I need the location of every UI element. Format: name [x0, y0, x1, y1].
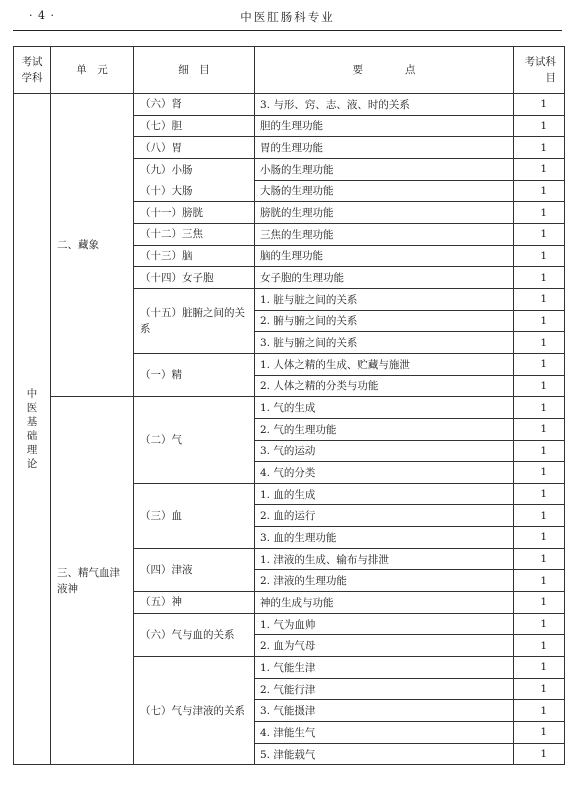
point-cell: 2. 津液的生理功能 — [255, 570, 514, 592]
exam-subject-cell: 1 — [514, 592, 565, 614]
point-cell: 女子胞的生理功能 — [255, 267, 514, 289]
exam-subject-cell: 1 — [514, 137, 565, 159]
subitem-cell: （十）大肠 — [134, 180, 255, 202]
point-cell: 5. 津能载气 — [255, 743, 514, 765]
column-header-exam-subject: 考试科目 — [514, 47, 565, 94]
page-number: · 4 · — [29, 9, 55, 22]
subitem-cell: （七）气与津液的关系 — [134, 657, 255, 765]
point-cell: 2. 腑与腑之间的关系 — [255, 310, 514, 332]
point-cell: 2. 人体之精的分类与功能 — [255, 375, 514, 397]
point-cell: 1. 人体之精的生成、贮藏与施泄 — [255, 353, 514, 375]
point-cell: 3. 与形、窍、志、液、时的关系 — [255, 94, 514, 116]
exam-subject-cell: 1 — [514, 483, 565, 505]
subitem-cell: （六）气与血的关系 — [134, 613, 255, 656]
subject-label: 中医基础理论 — [26, 387, 38, 470]
table-row — [14, 94, 565, 116]
subitem-cell: （四）津液 — [134, 548, 255, 591]
exam-subject-cell: 1 — [514, 353, 565, 375]
table-row — [14, 397, 565, 419]
subitem-cell: （八）胃 — [134, 137, 255, 159]
exam-subject-cell: 1 — [514, 700, 565, 722]
exam-subject-cell: 1 — [514, 570, 565, 592]
subitem-cell: （七）胆 — [134, 115, 255, 137]
point-cell: 2. 血为气母 — [255, 635, 514, 657]
exam-subject-cell: 1 — [514, 310, 565, 332]
point-cell: 3. 气能摄津 — [255, 700, 514, 722]
exam-subject-cell: 1 — [514, 440, 565, 462]
exam-subject-cell: 1 — [514, 180, 565, 202]
exam-subject-cell: 1 — [514, 743, 565, 765]
exam-subject-cell: 1 — [514, 462, 565, 484]
syllabus-table — [13, 46, 565, 765]
exam-subject-cell: 1 — [514, 678, 565, 700]
subitem-cell: （二）气 — [134, 397, 255, 484]
exam-subject-cell: 1 — [514, 94, 565, 116]
subitem-cell: （九）小肠 — [134, 158, 255, 180]
point-cell: 大肠的生理功能 — [255, 180, 514, 202]
exam-subject-cell: 1 — [514, 397, 565, 419]
exam-subject-cell: 1 — [514, 223, 565, 245]
exam-subject-cell: 1 — [514, 613, 565, 635]
exam-subject-cell: 1 — [514, 722, 565, 744]
exam-subject-cell: 1 — [514, 288, 565, 310]
column-header-unit: 单 元 — [51, 47, 134, 94]
point-cell: 1. 气为血帅 — [255, 613, 514, 635]
point-cell: 胃的生理功能 — [255, 137, 514, 159]
column-header-subitem: 细 目 — [134, 47, 255, 94]
subitem-cell: （十一）膀胱 — [134, 202, 255, 224]
exam-subject-cell: 1 — [514, 527, 565, 549]
point-cell: 2. 血的运行 — [255, 505, 514, 527]
point-cell: 3. 气的运动 — [255, 440, 514, 462]
exam-subject-cell: 1 — [514, 548, 565, 570]
point-cell: 三焦的生理功能 — [255, 223, 514, 245]
subitem-cell: （十五）脏腑之间的关系 — [134, 288, 255, 353]
point-cell: 2. 气能行津 — [255, 678, 514, 700]
exam-subject-cell: 1 — [514, 115, 565, 137]
table-header-row — [14, 47, 565, 94]
subitem-cell: （六）肾 — [134, 94, 255, 116]
exam-subject-cell: 1 — [514, 418, 565, 440]
subitem-cell: （五）神 — [134, 592, 255, 614]
unit-cell-jingqixuejin: 三、精气血津液神 — [51, 397, 134, 765]
point-cell: 1. 气的生成 — [255, 397, 514, 419]
book-title: 中医肛肠科专业 — [240, 10, 335, 24]
point-cell: 2. 气的生理功能 — [255, 418, 514, 440]
exam-subject-cell: 1 — [514, 657, 565, 679]
exam-subject-cell: 1 — [514, 375, 565, 397]
point-cell: 脑的生理功能 — [255, 245, 514, 267]
exam-subject-cell: 1 — [514, 202, 565, 224]
subject-cell — [14, 94, 51, 765]
point-cell: 1. 血的生成 — [255, 483, 514, 505]
point-cell: 神的生成与功能 — [255, 592, 514, 614]
point-cell: 1. 脏与脏之间的关系 — [255, 288, 514, 310]
exam-subject-cell: 1 — [514, 245, 565, 267]
subitem-cell: （十二）三焦 — [134, 223, 255, 245]
unit-cell-zangxiang: 二、藏象 — [51, 94, 134, 397]
point-cell: 1. 津液的生成、输布与排泄 — [255, 548, 514, 570]
subitem-cell: （三）血 — [134, 483, 255, 548]
point-cell: 小肠的生理功能 — [255, 158, 514, 180]
point-cell: 胆的生理功能 — [255, 115, 514, 137]
exam-subject-cell: 1 — [514, 332, 565, 354]
page-header — [13, 0, 562, 31]
point-cell: 4. 气的分类 — [255, 462, 514, 484]
subitem-cell: （十四）女子胞 — [134, 267, 255, 289]
point-cell: 膀胱的生理功能 — [255, 202, 514, 224]
point-cell: 1. 气能生津 — [255, 657, 514, 679]
subitem-cell: （十三）脑 — [134, 245, 255, 267]
point-cell: 3. 血的生理功能 — [255, 527, 514, 549]
exam-subject-cell: 1 — [514, 267, 565, 289]
exam-subject-cell: 1 — [514, 158, 565, 180]
exam-subject-cell: 1 — [514, 635, 565, 657]
point-cell: 3. 脏与腑之间的关系 — [255, 332, 514, 354]
column-header-points: 要 点 — [255, 47, 514, 94]
point-cell: 4. 津能生气 — [255, 722, 514, 744]
subitem-cell: （一）精 — [134, 353, 255, 396]
exam-subject-cell: 1 — [514, 505, 565, 527]
column-header-subject: 考试学科 — [14, 47, 51, 94]
